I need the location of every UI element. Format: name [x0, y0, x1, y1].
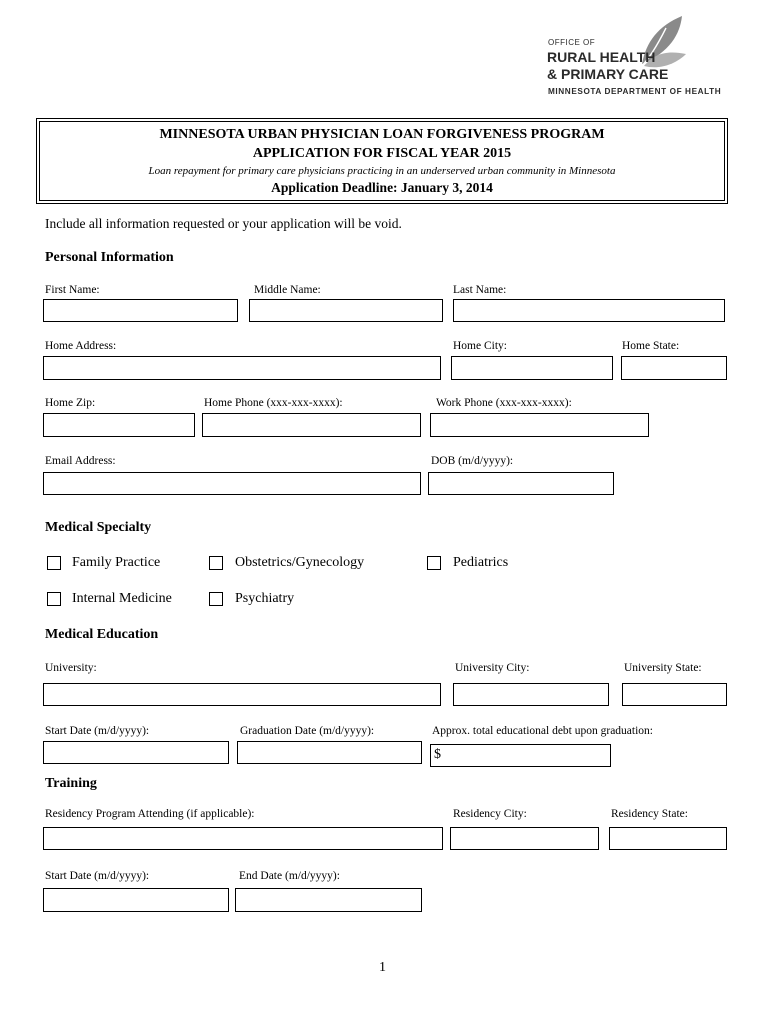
- university-city-field[interactable]: [453, 683, 609, 706]
- medical-education-heading: Medical Education: [45, 627, 159, 642]
- obstetrics-gynecology-checkbox[interactable]: [209, 556, 223, 570]
- psychiatry-checkbox[interactable]: [209, 592, 223, 606]
- pediatrics-label: Pediatrics: [453, 555, 509, 570]
- home-city-label: Home City:: [453, 340, 507, 352]
- fiscal-year-title: APPLICATION FOR FISCAL YEAR 2015: [252, 146, 512, 161]
- middle-name-field[interactable]: [249, 299, 443, 322]
- intro-text: Include all information requested or your application will be void.: [45, 216, 402, 231]
- last-name-field[interactable]: [453, 299, 725, 322]
- home-address-label: Home Address:: [45, 340, 117, 352]
- training-start-date-label: Start Date (m/d/yyyy):: [45, 870, 150, 882]
- dob-field[interactable]: [428, 472, 614, 495]
- graduation-date-label: Graduation Date (m/d/yyyy):: [240, 725, 375, 737]
- program-subtitle: Loan repayment for primary care physicians practicing in an underserved urban community in Minnesota: [148, 165, 616, 177]
- application-deadline: Application Deadline: January 3, 2014: [271, 180, 493, 195]
- header-box: [36, 118, 728, 204]
- home-zip-label: Home Zip:: [45, 397, 96, 409]
- page-number: 1: [379, 960, 386, 975]
- internal-medicine-label: Internal Medicine: [72, 591, 172, 606]
- first-name-label: First Name:: [45, 284, 100, 296]
- obstetrics-gynecology-label: Obstetrics/Gynecology: [235, 555, 365, 570]
- educational-debt-field[interactable]: [430, 744, 611, 767]
- work-phone-label: Work Phone (xxx-xxx-xxxx):: [436, 397, 572, 409]
- dob-label: DOB (m/d/yyyy):: [431, 455, 514, 467]
- logo-rural-health: RURAL HEALTH: [547, 49, 656, 65]
- education-start-date-field[interactable]: [43, 741, 229, 764]
- pediatrics-checkbox[interactable]: [427, 556, 441, 570]
- first-name-field[interactable]: [43, 299, 238, 322]
- residency-program-field[interactable]: [43, 827, 443, 850]
- residency-state-field[interactable]: [609, 827, 727, 850]
- training-heading: Training: [45, 776, 97, 791]
- residency-city-field[interactable]: [450, 827, 599, 850]
- internal-medicine-checkbox[interactable]: [47, 592, 61, 606]
- university-state-label: University State:: [624, 662, 702, 674]
- graduation-date-field[interactable]: [237, 741, 422, 764]
- residency-city-label: Residency City:: [453, 808, 527, 820]
- email-label: Email Address:: [45, 455, 116, 467]
- home-phone-label: Home Phone (xxx-xxx-xxxx):: [204, 397, 343, 409]
- university-label: University:: [45, 662, 97, 674]
- logo-department: MINNESOTA DEPARTMENT OF HEALTH: [548, 87, 722, 96]
- program-title: MINNESOTA URBAN PHYSICIAN LOAN FORGIVENESS PROGRAM: [159, 127, 605, 142]
- home-city-field[interactable]: [451, 356, 613, 380]
- family-practice-label: Family Practice: [72, 555, 161, 570]
- home-state-label: Home State:: [622, 340, 680, 352]
- last-name-label: Last Name:: [453, 284, 507, 296]
- training-end-date-field[interactable]: [235, 888, 422, 912]
- currency-symbol: $: [434, 747, 441, 762]
- home-address-field[interactable]: [43, 356, 441, 380]
- training-end-date-label: End Date (m/d/yyyy):: [239, 870, 340, 882]
- educational-debt-label: Approx. total educational debt upon graduation:: [432, 725, 653, 737]
- medical-specialty-heading: Medical Specialty: [45, 520, 152, 535]
- agency-logo: [546, 14, 736, 100]
- education-start-date-label: Start Date (m/d/yyyy):: [45, 725, 150, 737]
- psychiatry-label: Psychiatry: [235, 591, 295, 606]
- personal-information-heading: Personal Information: [45, 250, 174, 265]
- residency-state-label: Residency State:: [611, 808, 688, 820]
- logo-primary-care: & PRIMARY CARE: [547, 66, 669, 82]
- work-phone-field[interactable]: [430, 413, 649, 437]
- logo-office-of: OFFICE OF: [548, 38, 596, 47]
- residency-program-label: Residency Program Attending (if applicable):: [45, 808, 255, 820]
- university-state-field[interactable]: [622, 683, 727, 706]
- family-practice-checkbox[interactable]: [47, 556, 61, 570]
- email-field[interactable]: [43, 472, 421, 495]
- home-state-field[interactable]: [621, 356, 727, 380]
- university-city-label: University City:: [455, 662, 530, 674]
- home-zip-field[interactable]: [43, 413, 195, 437]
- home-phone-field[interactable]: [202, 413, 421, 437]
- middle-name-label: Middle Name:: [254, 284, 321, 296]
- university-field[interactable]: [43, 683, 441, 706]
- training-start-date-field[interactable]: [43, 888, 229, 912]
